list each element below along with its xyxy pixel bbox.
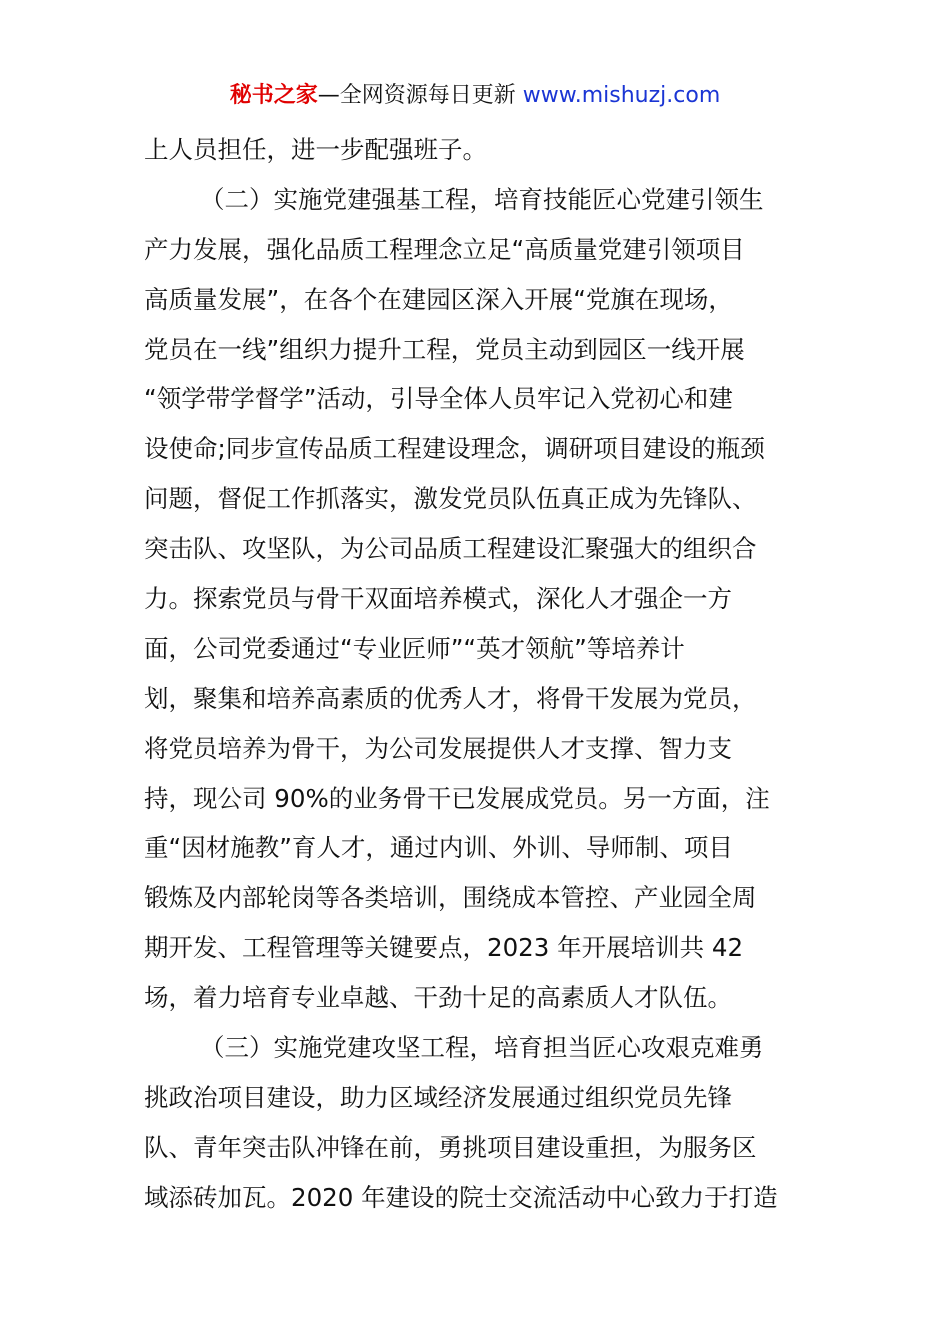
text-line: 期开发、工程管理等关键要点，2023 年开展培训共 42	[144, 933, 744, 963]
site-tagline: —全网资源每日更新	[317, 83, 516, 108]
text-line: 设使命;同步宣传品质工程建设理念，调研项目建设的瓶颈	[144, 434, 765, 464]
text-line: “领学带学督学”活动，引导全体人员牢记入党初心和建	[144, 384, 733, 414]
paragraph-3-start: （三）实施党建攻坚工程，培育担当匠心攻艰克难勇	[200, 1033, 764, 1063]
text-line: 域添砖加瓦。2020 年建设的院士交流活动中心致力于打造	[144, 1182, 778, 1212]
site-brand: 秘书之家	[229, 83, 318, 108]
text-line: 问题，督促工作抓落实，激发党员队伍真正成为先锋队、	[144, 484, 757, 514]
text-line: 面，公司党委通过“专业匠师”“英才领航”等培养计	[144, 633, 685, 663]
text-line: 将党员培养为骨干，为公司发展提供人才支撑、智力支	[144, 733, 732, 763]
site-url-link[interactable]: www.mishuzj.com	[522, 83, 721, 108]
text-line: 上人员担任，进一步配强班子。	[144, 135, 487, 164]
text-line: 挑政治项目建设，助力区域经济发展通过组织党员先锋	[144, 1082, 732, 1112]
text-line: 突击队、攻坚队，为公司品质工程建设汇聚强大的组织合	[144, 534, 757, 564]
document-body	[144, 125, 808, 1223]
text-line: 场，着力培育专业卓越、干劲十足的高素质人才队伍。	[144, 983, 732, 1013]
paragraph-2-start: （二）实施党建强基工程，培育技能匠心党建引领生	[200, 184, 764, 214]
site-header	[0, 80, 950, 112]
text-line: 重“因材施教”育人才，通过内训、外训、导师制、项目	[144, 833, 733, 863]
text-line: 力。探索党员与骨干双面培养模式，深化人才强企一方	[144, 584, 732, 614]
text-line: 高质量发展”，在各个在建园区深入开展“党旗在现场，	[144, 284, 733, 314]
text-line: 党员在一线”组织力提升工程，党员主动到园区一线开展	[144, 334, 745, 364]
text-line: 持，现公司 90%的业务骨干已发展成党员。另一方面，注	[144, 783, 770, 813]
text-line: 产力发展，强化品质工程理念立足“高质量党建引领项目	[144, 234, 745, 264]
text-line: 队、青年突击队冲锋在前，勇挑项目建设重担，为服务区	[144, 1132, 757, 1162]
text-line: 划，聚集和培养高素质的优秀人才，将骨干发展为党员，	[144, 683, 757, 713]
text-line: 锻炼及内部轮岗等各类培训，围绕成本管控、产业园全周	[144, 883, 757, 913]
